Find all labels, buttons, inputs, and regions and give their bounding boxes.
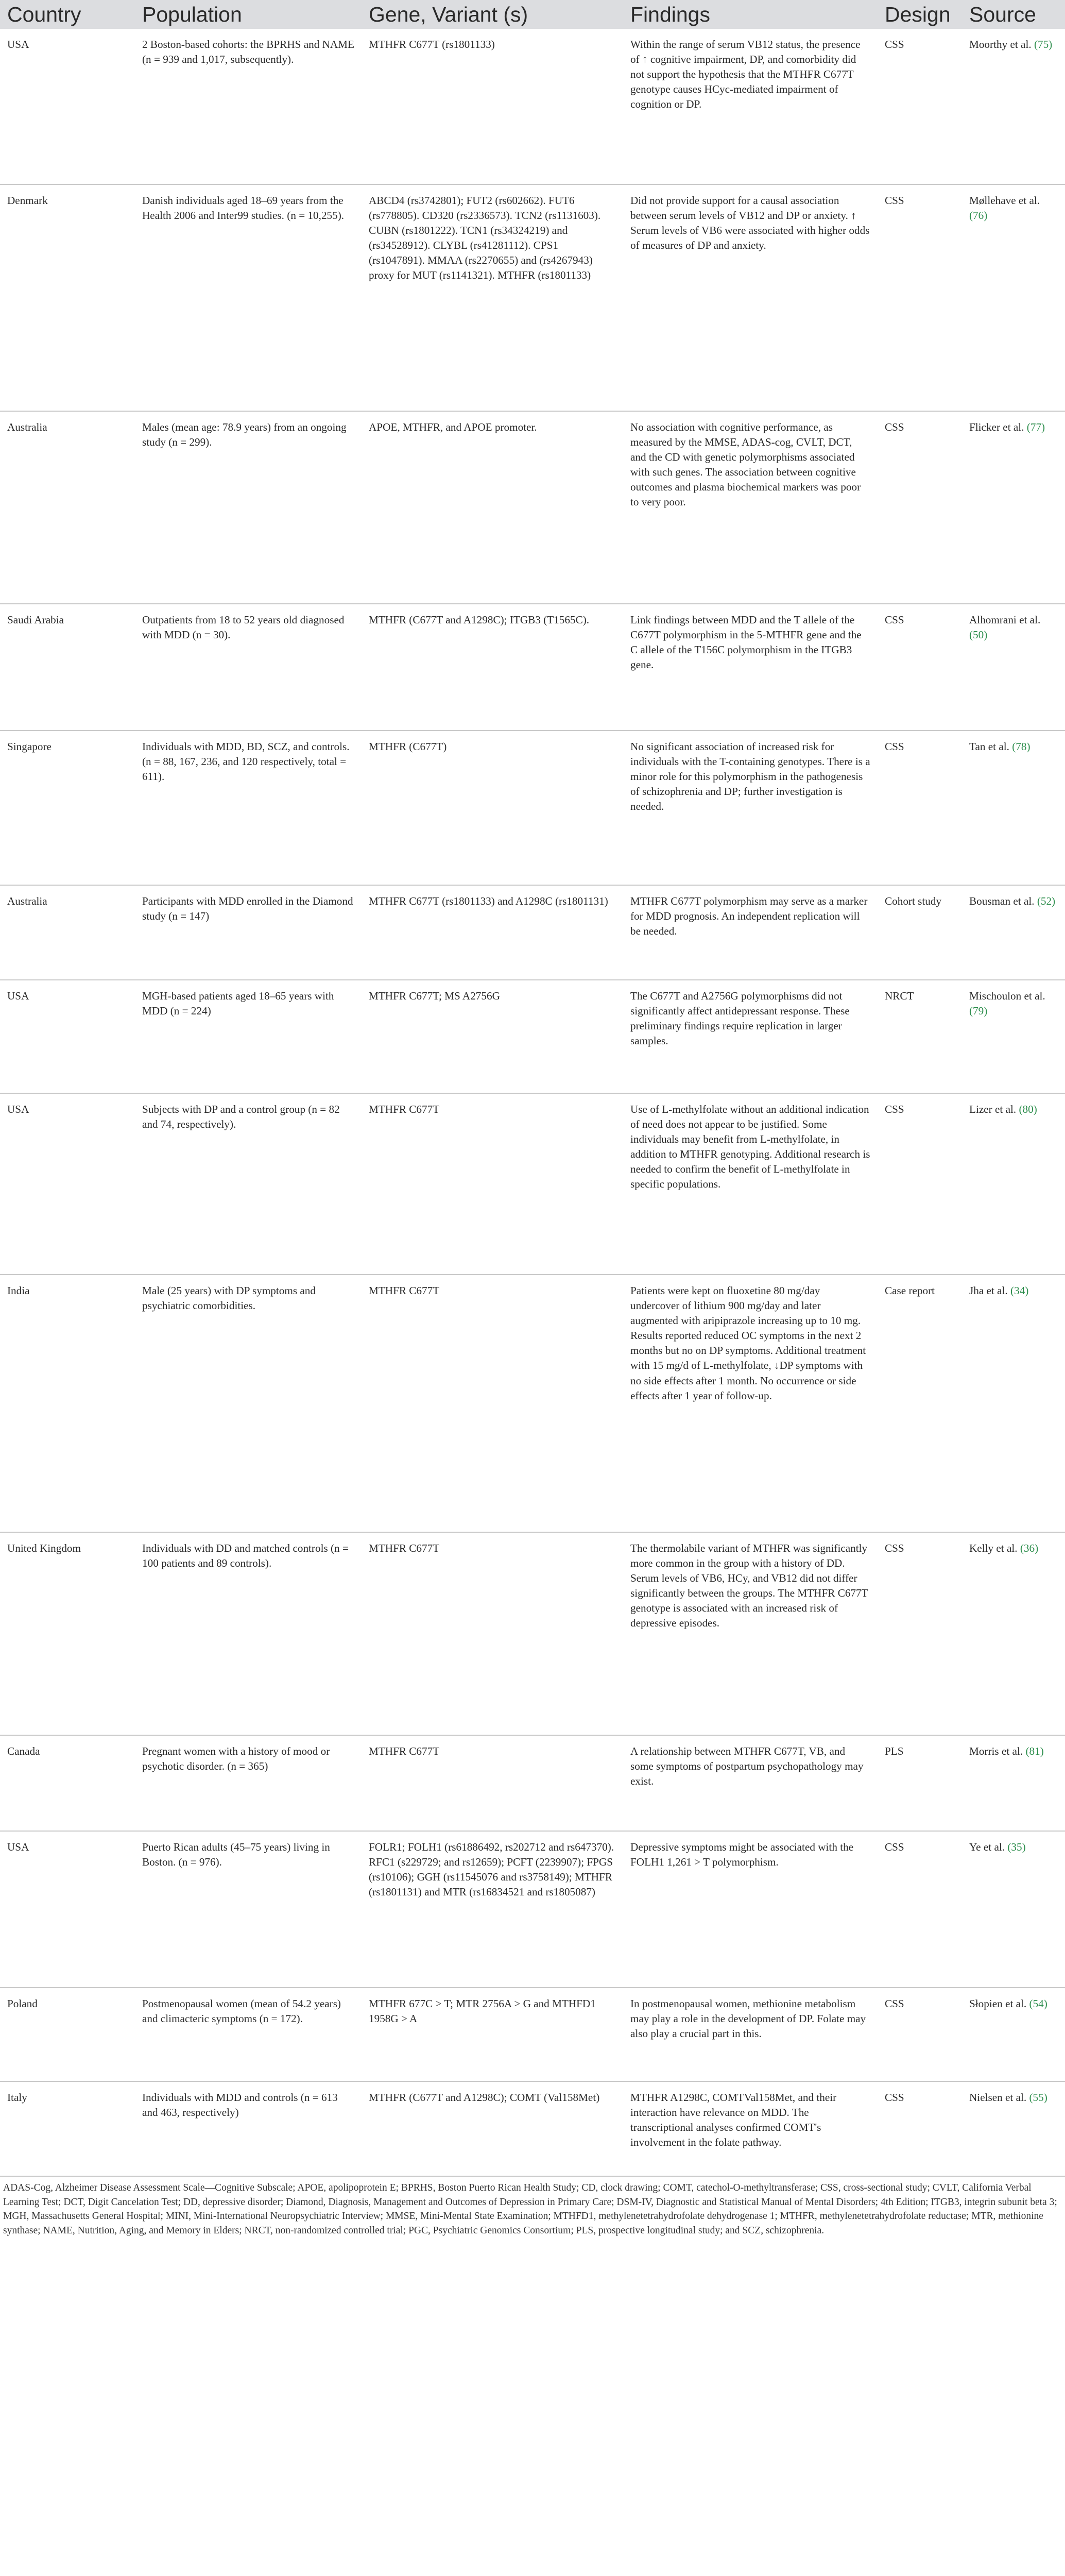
cell-country: United Kingdom	[0, 1532, 135, 1735]
cell-population: Puerto Rican adults (45–75 years) living in Boston. (n = 976).	[135, 1831, 362, 1988]
source-author: Jha et al.	[969, 1284, 1008, 1297]
source-ref-link[interactable]: (79)	[969, 1005, 988, 1018]
cell-design: CSS	[878, 604, 962, 731]
cell-population: Outpatients from 18 to 52 years old diagnosed with MDD (n = 30).	[135, 604, 362, 731]
cell-country: Australia	[0, 885, 135, 980]
cell-source	[962, 731, 1065, 885]
cell-population: MGH-based patients aged 18–65 years with MDD (n = 224)	[135, 980, 362, 1093]
cell-country: Australia	[0, 411, 135, 604]
header-country: Country	[0, 0, 135, 29]
cell-country: Canada	[0, 1735, 135, 1831]
source-author: Møllehave et al.	[969, 194, 1040, 207]
cell-source	[962, 29, 1065, 184]
cell-population: 2 Boston-based cohorts: the BPRHS and NAME (n = 939 and 1,017, subsequently).	[142, 38, 354, 66]
cell-source	[962, 2081, 1065, 2176]
cell-findings: MTHFR C677T polymorphism may serve as a marker for MDD prognosis. An independent replication will be needed.	[623, 885, 878, 980]
cell-design: CSS	[878, 1988, 962, 2081]
cell-country: India	[0, 1275, 135, 1532]
cell-gene: MTHFR 677C > T; MTR 2756A > G and MTHFD1 1958G > A	[362, 1988, 623, 2081]
source-ref-link[interactable]: (52)	[1037, 895, 1056, 907]
cell-gene: MTHFR (C677T)	[362, 731, 623, 885]
cell-findings: No significant association of increased risk for individuals with the T-containing genotypes. There is a minor role for this polymorphism in the pathogenesis of schizophrenia and DP; further investigation is needed.	[623, 731, 878, 885]
source-ref-link[interactable]: (35)	[1007, 1841, 1026, 1853]
source-ref-link[interactable]: (75)	[1034, 38, 1053, 50]
source-ref-link[interactable]: (81)	[1025, 1745, 1044, 1757]
cell-gene: MTHFR C677T	[362, 1275, 623, 1532]
cell-source	[962, 604, 1065, 731]
source-author: Moorthy et al.	[969, 38, 1032, 50]
source-ref-link[interactable]: (50)	[969, 629, 988, 641]
cell-source	[962, 1532, 1065, 1735]
source-author: Lizer et al.	[969, 1103, 1017, 1115]
table-row	[0, 1532, 1065, 1735]
cell-design: CSS	[885, 38, 904, 50]
cell-gene: MTHFR C677T (rs1801133) and A1298C (rs1801131)	[362, 885, 623, 980]
source-author: Nielsen et al.	[969, 2091, 1027, 2104]
cell-design: CSS	[878, 1532, 962, 1735]
cell-design: Cohort study	[878, 885, 962, 980]
source-ref-link[interactable]: (54)	[1029, 1997, 1047, 2010]
table-body	[0, 29, 1065, 2176]
cell-population: Individuals with MDD and controls (n = 613 and 463, respectively)	[135, 2081, 362, 2176]
cell-findings: The C677T and A2756G polymorphisms did not significantly affect antidepressant response. These preliminary findings require replication in larger samples.	[623, 980, 878, 1093]
cell-source	[962, 1988, 1065, 2081]
cell-design: CSS	[878, 411, 962, 604]
header-source: Source	[962, 0, 1065, 29]
cell-country: USA	[0, 1093, 135, 1275]
cell-findings: Within the range of serum VB12 status, the presence of ↑ cognitive impairment, DP, and comorbidity did not support the hypothesis that the MTHFR C677T genotype causes HCyc-mediated impairment of cognition or DP.	[630, 38, 861, 111]
cell-findings: MTHFR A1298C, COMTVal158Met, and their interaction have relevance on MDD. The transcriptional analyses confirmed COMT's involvement in the folate pathway.	[623, 2081, 878, 2176]
source-author: Alhomrani et al.	[969, 614, 1041, 626]
cell-population: Individuals with DD and matched controls (n = 100 patients and 89 controls).	[135, 1532, 362, 1735]
cell-source	[962, 1735, 1065, 1831]
cell-findings: In postmenopausal women, methionine metabolism may play a role in the development of DP. Folate may also play a crucial part in this.	[623, 1988, 878, 2081]
source-ref-link[interactable]: (76)	[969, 209, 988, 222]
cell-design: Case report	[878, 1275, 962, 1532]
cell-gene: MTHFR C677T; MS A2756G	[362, 980, 623, 1093]
table-row	[0, 1275, 1065, 1532]
source-author: Kelly et al.	[969, 1542, 1018, 1554]
source-author: Słopien et al.	[969, 1997, 1027, 2010]
header-findings: Findings	[623, 0, 878, 29]
cell-country: Saudi Arabia	[0, 604, 135, 731]
source-ref-link[interactable]: (55)	[1029, 2091, 1047, 2104]
cell-population: Danish individuals aged 18–69 years from the Health 2006 and Inter99 studies. (n = 10,255).	[135, 184, 362, 411]
cell-source	[962, 1093, 1065, 1275]
cell-design: CSS	[878, 2081, 962, 2176]
cell-design: CSS	[878, 184, 962, 411]
table-row	[0, 885, 1065, 980]
cell-country: USA	[0, 980, 135, 1093]
cell-population: Subjects with DP and a control group (n = 82 and 74, respectively).	[135, 1093, 362, 1275]
cell-gene: MTHFR C677T	[362, 1735, 623, 1831]
cell-gene: MTHFR C677T	[362, 1532, 623, 1735]
cell-country: Denmark	[0, 184, 135, 411]
table-row	[0, 1988, 1065, 2081]
cell-design: CSS	[878, 1831, 962, 1988]
table-row	[0, 1735, 1065, 1831]
cell-findings: A relationship between MTHFR C677T, VB, and some symptoms of postpartum psychopathology may exist.	[623, 1735, 878, 1831]
cell-findings: Depressive symptoms might be associated with the FOLH1 1,261 > T polymorphism.	[623, 1831, 878, 1988]
source-author: Flicker et al.	[969, 421, 1024, 433]
cell-source	[962, 411, 1065, 604]
cell-findings: Use of L-methylfolate without an additional indication of need does not appear to be justified. Some individuals may benefit from L-methylfolate, in addition to MTHFR genotyping. Additional research is needed to confirm the benefit of L-methylfolate in specific populations.	[623, 1093, 878, 1275]
cell-design: PLS	[878, 1735, 962, 1831]
cell-design: CSS	[878, 731, 962, 885]
cell-gene: MTHFR C677T (rs1801133)	[369, 38, 495, 50]
cell-gene: ABCD4 (rs3742801); FUT2 (rs602662). FUT6 (rs778805). CD320 (rs2336573). TCN2 (rs1131603). CUBN (rs1801222). TCN1 (rs34324219) and (rs34528912). CLYBL (rs41281112). CPS1 (rs1047891). MMAA (rs2270655) and (rs4267943) proxy for MUT (rs1141321). MTHFR (rs1801133)	[362, 184, 623, 411]
cell-country: Poland	[0, 1988, 135, 2081]
source-author: Bousman et al.	[969, 895, 1035, 907]
cell-population: Pregnant women with a history of mood or psychotic disorder. (n = 365)	[135, 1735, 362, 1831]
cell-population: Male (25 years) with DP symptoms and psychiatric comorbidities.	[135, 1275, 362, 1532]
table-row	[0, 1831, 1065, 1988]
cell-source	[962, 184, 1065, 411]
table-row	[0, 731, 1065, 885]
source-author: Morris et al.	[969, 1745, 1023, 1757]
cell-findings: The thermolabile variant of MTHFR was significantly more common in the group with a history of DD. Serum levels of VB6, HCy, and VB12 did not differ significantly between the groups. The MTHFR C677T genotype is associated with an increased risk of depressive episodes.	[623, 1532, 878, 1735]
table-header	[0, 0, 1065, 29]
cell-gene: MTHFR (C677T and A1298C); COMT (Val158Met)	[362, 2081, 623, 2176]
cell-population: Males (mean age: 78.9 years) from an ongoing study (n = 299).	[135, 411, 362, 604]
source-ref-link[interactable]: (34)	[1010, 1284, 1029, 1297]
source-author: Tan et al.	[969, 740, 1009, 753]
table-row	[0, 29, 1065, 184]
cell-source	[962, 980, 1065, 1093]
cell-design: NRCT	[878, 980, 962, 1093]
header-gene-variant: Gene, Variant (s)	[362, 0, 623, 29]
cell-country: USA	[7, 38, 29, 50]
cell-source	[962, 1275, 1065, 1532]
source-author: Mischoulon et al.	[969, 990, 1045, 1002]
header-population: Population	[135, 0, 362, 29]
cell-findings: Patients were kept on fluoxetine 80 mg/day undercover of lithium 900 mg/day and later augmented with aripiprazole increasing up to 10 mg. Results reported reduced OC symptoms in the next 2 months but no on DP symptoms. Additional treatment with 15 mg/d of L-methylfolate, ↓DP symptoms with no side effects after 1 month. No occurrence or side effects after 1 year of follow-up.	[623, 1275, 878, 1532]
cell-findings: Link findings between MDD and the T allele of the C677T polymorphism in the 5-MTHFR gene and the C allele of the T156C polymorphism in the ITGB3 gene.	[623, 604, 878, 731]
source-ref-link[interactable]: (36)	[1020, 1542, 1039, 1554]
table-footnote: ADAS-Cog, Alzheimer Disease Assessment Scale—Cognitive Subscale; APOE, apolipoprotein E; BPRHS, Boston Puerto Rican Health Study; CD, clock drawing; COMT, catechol-O-methyltransferase; CSS, cross-sectional study; CVLT, California Verbal Learning Test; DCT, Digit Cancelation Test; DD, depressive disorder; Diamond, Diagnosis, Management and Outcomes of Depression in Primary Care; DSM-IV, Diagnostic and Statistical Manual of Mental Disorders; 4th Edition; ITGB3, integrin subunit beta 3; MGH, Massachusetts General Hospital; MINI, Mini-International Neuropsychiatric Interview; MMSE, Mini-Mental State Examination; MTHFD1, methylenetetrahydrofolate dehydrogenase 1; MTHFR, methylenetetrahydrofolate reductase; MTR, methionine synthase; NAME, Nutrition, Aging, and Memory in Elders; NRCT, non-randomized controlled trial; PGC, Psychiatric Genomics Consortium; PLS, prospective longitudinal study; and SCZ, schizophrenia.	[3, 2182, 1057, 2236]
source-ref-link[interactable]: (78)	[1012, 740, 1030, 753]
cell-country: Singapore	[0, 731, 135, 885]
cell-findings: Did not provide support for a causal association between serum levels of VB12 and DP or anxiety. ↑ Serum levels of VB6 were associated with higher odds of measures of DP and anxiety.	[623, 184, 878, 411]
cell-population: Postmenopausal women (mean of 54.2 years) and climacteric symptoms (n = 172).	[135, 1988, 362, 2081]
cell-source	[962, 885, 1065, 980]
cell-source	[962, 1831, 1065, 1988]
source-ref-link[interactable]: (77)	[1026, 421, 1045, 433]
source-author: Ye et al.	[969, 1841, 1005, 1853]
cell-gene: MTHFR (C677T and A1298C); ITGB3 (T1565C).	[362, 604, 623, 731]
table-row	[0, 1093, 1065, 1275]
cell-gene: APOE, MTHFR, and APOE promoter.	[362, 411, 623, 604]
source-ref-link[interactable]: (80)	[1019, 1103, 1037, 1115]
header-design: Design	[878, 0, 962, 29]
table-row	[0, 411, 1065, 604]
cell-population: Individuals with MDD, BD, SCZ, and controls. (n = 88, 167, 236, and 120 respectively, total = 611).	[135, 731, 362, 885]
cell-country: USA	[0, 1831, 135, 1988]
cell-gene: MTHFR C677T	[362, 1093, 623, 1275]
table-row	[0, 184, 1065, 411]
table-row	[0, 980, 1065, 1093]
cell-gene: FOLR1; FOLH1 (rs61886492, rs202712 and rs647370). RFC1 (s229729; and rs12659); PCFT (2239907); FPGS (rs10106); GGH (rs11545076 and rs3758149); MTHFR (rs1801131) and MTR (rs16834521 and rs1805087)	[362, 1831, 623, 1988]
cell-country: Italy	[0, 2081, 135, 2176]
table-row	[0, 604, 1065, 731]
table-row	[0, 2081, 1065, 2176]
cell-findings: No association with cognitive performance, as measured by the MMSE, ADAS-cog, CVLT, DCT, and the CD with genetic polymorphisms associated with such genes. The association between cognitive outcomes and plasma biochemical markers was poor to very poor.	[623, 411, 878, 604]
header-row	[0, 0, 1065, 29]
cell-population: Participants with MDD enrolled in the Diamond study (n = 147)	[135, 885, 362, 980]
cell-design: CSS	[878, 1093, 962, 1275]
